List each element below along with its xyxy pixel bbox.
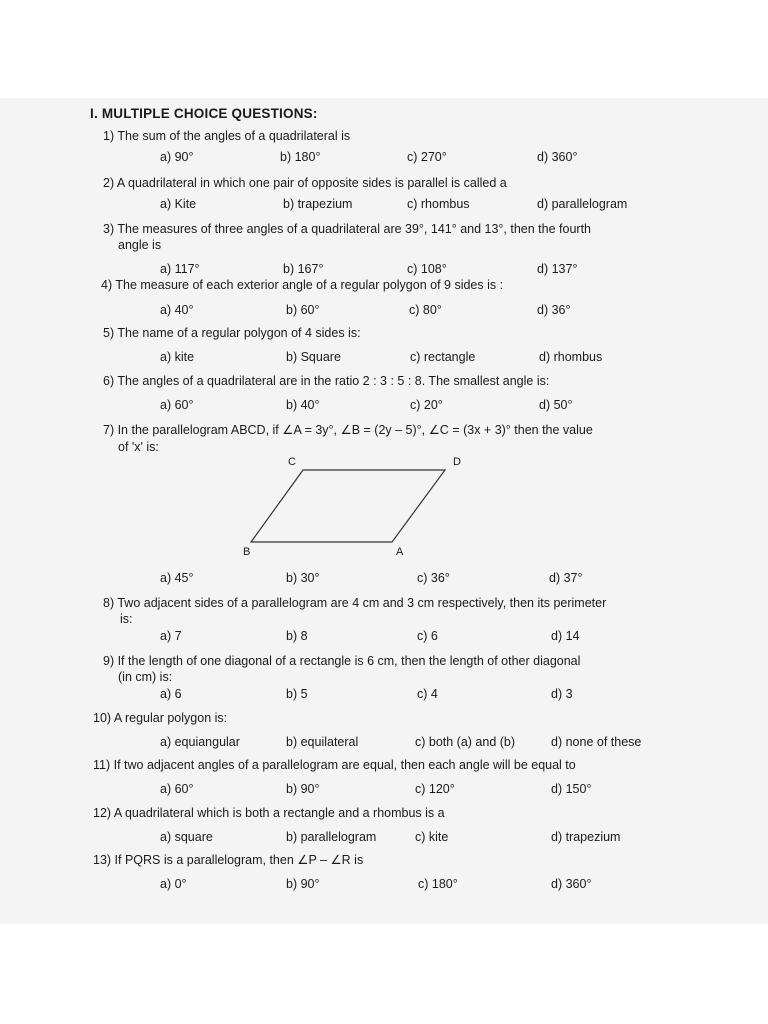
q3-option-b: b) 167° <box>283 262 324 276</box>
q9-option-a: a) 6 <box>160 687 182 701</box>
question-4: 4) The measure of each exterior angle of a regular polygon of 9 sides is : <box>101 278 504 292</box>
q6-option-a: a) 60° <box>160 398 194 412</box>
q3-option-a: a) 117° <box>160 262 200 276</box>
question-9-cont: (in cm) is: <box>118 670 173 684</box>
q2-option-c: c) rhombus <box>407 197 470 211</box>
vertex-label-c: C <box>288 456 296 468</box>
vertex-label-b: B <box>243 546 251 558</box>
q10-option-a: a) equiangular <box>160 735 240 749</box>
q1-option-b: b) 180° <box>280 150 321 164</box>
q6-option-d: d) 50° <box>539 398 573 412</box>
q8-option-a: a) 7 <box>160 629 182 643</box>
question-1: 1) The sum of the angles of a quadrilateral is <box>103 129 351 143</box>
q9-option-c: c) 4 <box>417 687 438 701</box>
q13-option-d: d) 360° <box>551 877 592 891</box>
question-7: 7) In the parallelogram ABCD, if ∠A = 3y°, ∠B = (2y – 5)°, ∠C = (3x + 3)° then the value <box>103 423 593 437</box>
question-9: 9) If the length of one diagonal of a rectangle is 6 cm, then the length of other diagonal <box>103 654 581 668</box>
q4-option-d: d) 36° <box>537 303 571 317</box>
q4-option-b: b) 60° <box>286 303 320 317</box>
q10-option-c: c) both (a) and (b) <box>415 735 516 749</box>
question-3-cont: angle is <box>118 238 162 252</box>
q11-option-a: a) 60° <box>160 782 194 796</box>
q5-option-d: d) rhombus <box>539 350 603 364</box>
q5-option-c: c) rectangle <box>410 350 476 364</box>
q1-option-c: c) 270° <box>407 150 447 164</box>
question-11: 11) If two adjacent angles of a parallelogram are equal, then each angle will be equal to <box>93 758 576 772</box>
parallelogram-abcd <box>251 470 445 542</box>
q8-option-d: d) 14 <box>551 629 580 643</box>
q11-option-c: c) 120° <box>415 782 455 796</box>
q2-option-d: d) parallelogram <box>537 197 628 211</box>
q13-option-a: a) 0° <box>160 877 187 891</box>
q6-option-c: c) 20° <box>410 398 443 412</box>
q12-option-d: d) trapezium <box>551 830 621 844</box>
question-10: 10) A regular polygon is: <box>93 711 228 725</box>
question-12: 12) A quadrilateral which is both a rectangle and a rhombus is a <box>93 806 445 820</box>
q2-option-a: a) Kite <box>160 197 197 211</box>
q3-option-d: d) 137° <box>537 262 578 276</box>
q13-option-c: c) 180° <box>418 877 458 891</box>
question-6: 6) The angles of a quadrilateral are in the ratio 2 : 3 : 5 : 8. The smallest angle is: <box>103 374 550 388</box>
question-2: 2) A quadrilateral in which one pair of opposite sides is parallel is called a <box>103 176 507 190</box>
q1-option-d: d) 360° <box>537 150 578 164</box>
q7-option-b: b) 30° <box>286 571 320 585</box>
q6-option-b: b) 40° <box>286 398 320 412</box>
q10-option-b: b) equilateral <box>286 735 359 749</box>
q13-option-b: b) 90° <box>286 877 320 891</box>
question-8-cont: is: <box>120 612 133 626</box>
q4-option-c: c) 80° <box>409 303 442 317</box>
q5-option-b: b) Square <box>286 350 341 364</box>
q12-option-c: c) kite <box>415 830 449 844</box>
question-5: 5) The name of a regular polygon of 4 sides is: <box>103 326 361 340</box>
q7-option-c: c) 36° <box>417 571 450 585</box>
question-8: 8) Two adjacent sides of a parallelogram are 4 cm and 3 cm respectively, then its perimeter <box>103 596 607 610</box>
q9-option-d: d) 3 <box>551 687 573 701</box>
question-7-cont: of 'x' is: <box>118 440 159 454</box>
q12-option-b: b) parallelogram <box>286 830 377 844</box>
q7-option-d: d) 37° <box>549 571 583 585</box>
vertex-label-d: D <box>453 456 461 468</box>
q3-option-c: c) 108° <box>407 262 447 276</box>
q1-option-a: a) 90° <box>160 150 194 164</box>
q8-option-c: c) 6 <box>417 629 438 643</box>
q11-option-d: d) 150° <box>551 782 592 796</box>
q7-option-a: a) 45° <box>160 571 194 585</box>
question-13: 13) If PQRS is a parallelogram, then ∠P – ∠R is <box>93 853 364 867</box>
q12-option-a: a) square <box>160 830 213 844</box>
q9-option-b: b) 5 <box>286 687 308 701</box>
vertex-label-a: A <box>396 546 404 558</box>
q8-option-b: b) 8 <box>286 629 308 643</box>
q10-option-d: d) none of these <box>551 735 642 749</box>
section-title: I. MULTIPLE CHOICE QUESTIONS: <box>90 106 318 121</box>
q2-option-b: b) trapezium <box>283 197 353 211</box>
q5-option-a: a) kite <box>160 350 195 364</box>
q4-option-a: a) 40° <box>160 303 194 317</box>
question-3: 3) The measures of three angles of a quadrilateral are 39°, 141° and 13°, then the fourth <box>103 222 591 236</box>
q11-option-b: b) 90° <box>286 782 320 796</box>
